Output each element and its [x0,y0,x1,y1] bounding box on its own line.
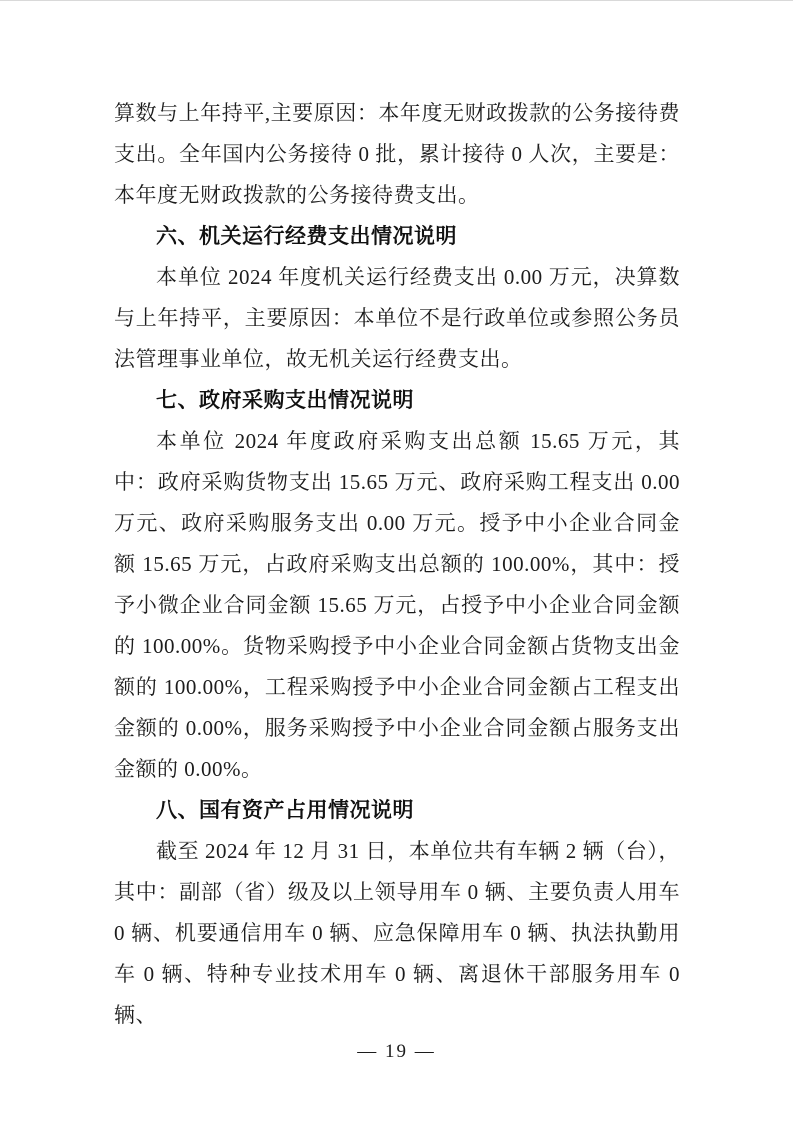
section-8-heading: 八、国有资产占用情况说明 [156,799,414,822]
section-6-paragraph: 本单位 2024 年度机关运行经费支出 0.00 万元，决算数与上年持平，主要原因：本单位不是行政单位或参照公务员法管理事业单位，故无机关运行经费支出。 [114,265,680,371]
page-number: — 19 — [357,1041,436,1062]
section-6-heading: 六、机关运行经费支出情况说明 [156,225,457,248]
section-8-paragraph: 截至 2024 年 12 月 31 日，本单位共有车辆 2 辆（台），其中：副部（省）级及以上领导用车 0 辆、主要负责人用车 0 辆、机要通信用车 0 辆、应急保障用车 0 辆、执法执勤用车 0 辆、特种专业技术用车 0 辆、离退休干部服务用车 0 辆、 [114,839,680,1027]
page-body [114,93,680,1036]
continuation-paragraph: 算数与上年持平,主要原因：本年度无财政拨款的公务接待费支出。全年国内公务接待 0 批，累计接待 0 人次，主要是：本年度无财政拨款的公务接待费支出。 [114,101,680,207]
page-footer [0,1041,793,1063]
section-7-paragraph: 本单位 2024 年度政府采购支出总额 15.65 万元，其中：政府采购货物支出 15.65 万元、政府采购工程支出 0.00 万元、政府采购服务支出 0.00 万元。授予中小企业合同金额 15.65 万元，占政府采购支出总额的 100.00%，其中：授予小微企业合同金额 15.65 万元，占授予中小企业合同金额的 100.00%。货物采购授予中小企业合同金额占货物支出金额的 100.00%，工程采购授予中小企业合同金额占工程支出金额的 0.00%，服务采购授予中小企业合同金额占服务支出金额的 0.00%。 [114,429,680,781]
section-7-heading: 七、政府采购支出情况说明 [156,389,414,412]
